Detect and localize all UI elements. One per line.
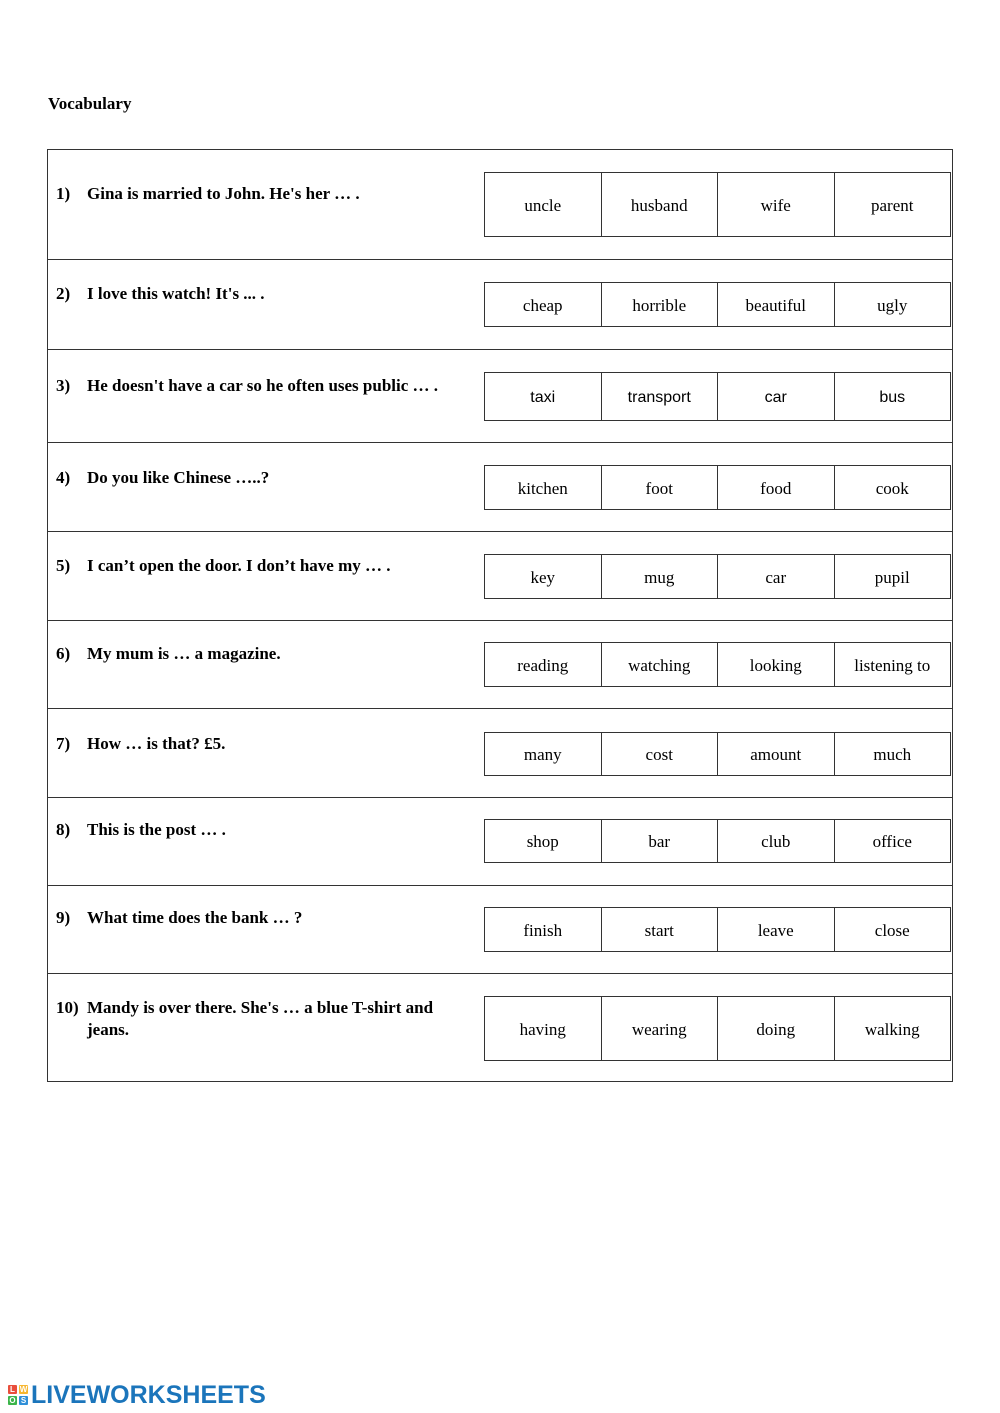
question-number: 3) [56, 376, 71, 395]
option-button[interactable]: kitchen [517, 478, 568, 498]
question-number: 5) [56, 556, 71, 575]
question-text: This is the post … . [87, 820, 226, 839]
question-text: Do you like Chinese …..? [87, 468, 270, 487]
option-button[interactable]: bus [834, 373, 951, 420]
question-number: 1) [56, 184, 71, 203]
page-title: Vocabulary [48, 94, 132, 113]
option-button[interactable]: office [834, 820, 951, 862]
answer-options [484, 554, 951, 599]
question-number: 10) [56, 998, 79, 1017]
option-button[interactable]: car [717, 555, 834, 598]
option-button[interactable]: reading [517, 655, 569, 675]
question-row [48, 442, 952, 531]
option-button[interactable]: start [601, 908, 718, 951]
answer-options [484, 372, 951, 421]
question-row [48, 150, 952, 259]
option-button[interactable]: cost [601, 733, 718, 775]
question-row [48, 708, 952, 797]
option-button[interactable]: foot [601, 466, 718, 509]
question-row [48, 620, 952, 708]
option-button[interactable]: key [530, 567, 556, 587]
question [56, 183, 476, 205]
question-text: I can’t open the door. I don’t have my … . [87, 556, 391, 575]
question-number: 4) [56, 468, 71, 487]
option-button[interactable]: doing [717, 997, 834, 1060]
option-button[interactable]: finish [523, 920, 563, 940]
option-button[interactable]: mug [601, 555, 718, 598]
option-button[interactable]: leave [717, 908, 834, 951]
question-number: 6) [56, 644, 71, 663]
logo-tile: O [9, 1396, 16, 1405]
option-button[interactable]: walking [834, 997, 951, 1060]
question-text: I love this watch! It's ... . [87, 284, 265, 303]
question-number: 7) [56, 734, 71, 753]
option-button[interactable]: transport [601, 373, 718, 420]
question-text: How … is that? £5. [87, 734, 226, 753]
question-row [48, 797, 952, 885]
option-button[interactable]: uncle [524, 195, 562, 215]
option-button[interactable]: husband [601, 173, 718, 236]
question-number: 9) [56, 908, 71, 927]
option-button[interactable]: looking [717, 643, 834, 686]
option-button[interactable]: having [519, 1019, 566, 1039]
question [56, 283, 476, 305]
option-button[interactable]: shop [526, 832, 559, 851]
option-button[interactable]: bar [601, 820, 718, 862]
answer-options [484, 465, 951, 510]
question-row [48, 349, 952, 442]
logo-tile: L [8, 1385, 17, 1394]
question [56, 643, 476, 665]
option-button[interactable]: pupil [834, 555, 951, 598]
option-button[interactable]: parent [834, 173, 951, 236]
question [56, 907, 476, 929]
question-number: 8) [56, 820, 71, 839]
question-text: My mum is … a magazine. [87, 644, 281, 663]
question [56, 997, 476, 1041]
logo-tile: W [19, 1385, 28, 1394]
option-button[interactable]: food [717, 466, 834, 509]
answer-options [484, 282, 951, 327]
option-button[interactable]: ugly [834, 283, 951, 326]
question [56, 819, 476, 841]
question [56, 555, 476, 577]
answer-options [484, 996, 951, 1061]
question [56, 375, 476, 397]
answer-options [484, 172, 951, 237]
logo-tile: S [20, 1396, 27, 1405]
option-button[interactable]: horrible [601, 283, 718, 326]
question-text: Mandy is over there. She's … a blue T-shirt and jeans. [87, 998, 434, 1039]
brand-name: LIVEWORKSHEETS [31, 1380, 266, 1409]
question-number: 2) [56, 284, 71, 303]
option-button[interactable]: amount [717, 733, 834, 775]
option-button[interactable]: beautiful [717, 283, 834, 326]
answer-options [484, 732, 951, 776]
answer-options [484, 819, 951, 863]
question [56, 467, 476, 489]
option-button[interactable]: club [717, 820, 834, 862]
option-button[interactable]: cook [834, 466, 951, 509]
question-text: What time does the bank … ? [87, 908, 303, 927]
option-button[interactable]: cheap [522, 295, 563, 315]
question-row [48, 885, 952, 973]
question-row [48, 531, 952, 620]
answer-options [484, 907, 951, 952]
worksheet-table [47, 149, 953, 1082]
question [56, 733, 476, 755]
question-row [48, 259, 952, 349]
option-button[interactable]: car [717, 373, 834, 420]
question-row [48, 973, 952, 1081]
option-button[interactable]: wife [717, 173, 834, 236]
option-button[interactable]: listening to [834, 643, 951, 686]
option-button[interactable]: much [834, 733, 951, 775]
answer-options [484, 642, 951, 687]
option-button[interactable]: wearing [601, 997, 718, 1060]
option-button[interactable]: many [523, 745, 562, 764]
option-button[interactable]: watching [601, 643, 718, 686]
question-text: Gina is married to John. He's her … . [87, 184, 360, 203]
option-button[interactable]: close [834, 908, 951, 951]
option-button[interactable]: taxi [530, 388, 556, 406]
liveworksheets-logo-icon [8, 1385, 28, 1405]
question-text: He doesn't have a car so he often uses public … . [87, 376, 439, 395]
liveworksheets-footer [8, 1381, 266, 1409]
